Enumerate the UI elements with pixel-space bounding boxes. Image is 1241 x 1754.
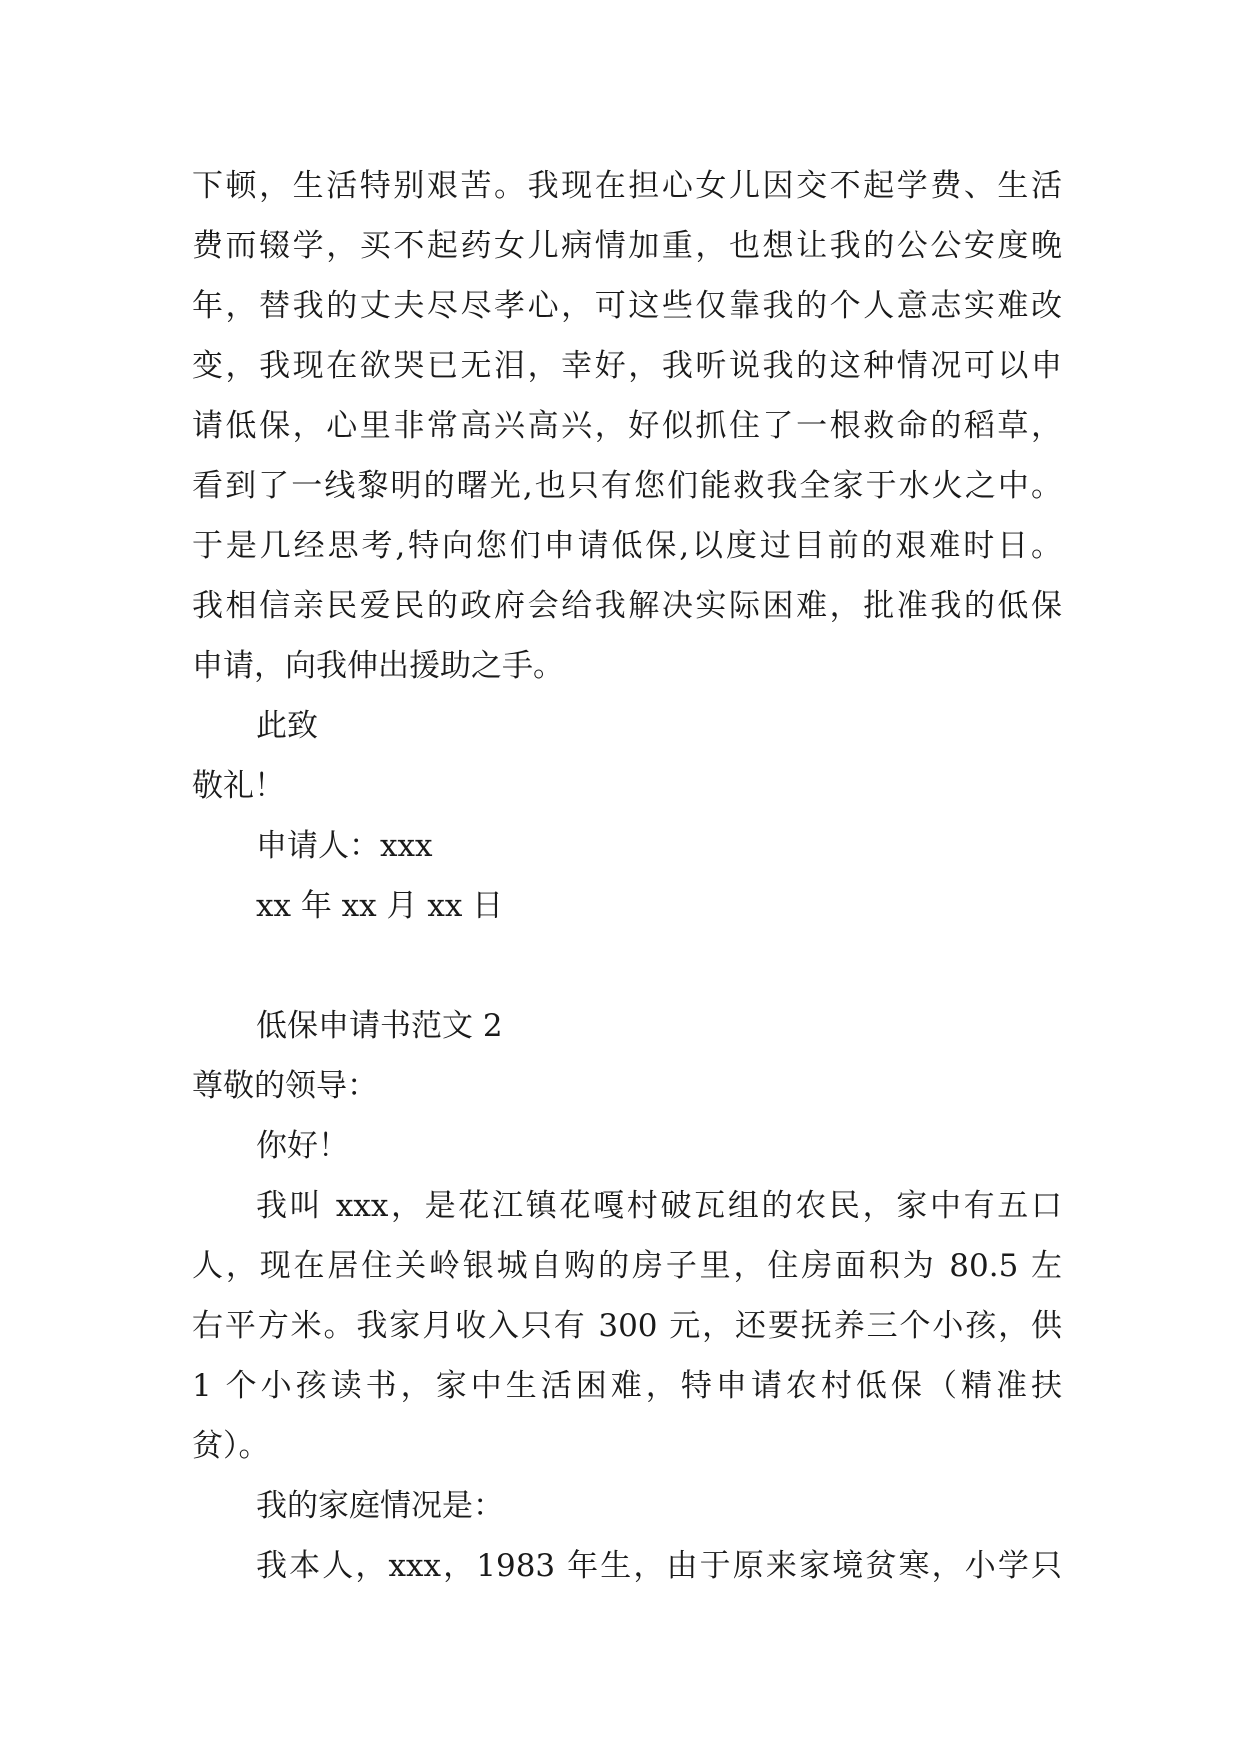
closing-phrase: 此致 xyxy=(256,708,318,744)
greeting: 你好！ xyxy=(256,1128,349,1164)
applicant-signature: 申请人：xxx xyxy=(256,828,433,864)
body-line: 贫）。 xyxy=(192,1428,270,1464)
salutation: 尊敬的领导： xyxy=(192,1068,378,1104)
body-line: 费而辍学，买不起药女儿病情加重，也想让我的公公安度晚 xyxy=(192,228,1062,264)
body-line: 看到了一线黎明的曙光,也只有您们能救我全家于水火之中。 xyxy=(192,468,1062,504)
section-title: 低保申请书范文 2 xyxy=(256,1008,503,1044)
family-intro: 我的家庭情况是： xyxy=(256,1488,504,1524)
closing-salute: 敬礼！ xyxy=(192,768,285,804)
body-line: 我相信亲民爱民的政府会给我解决实际困难，批准我的低保 xyxy=(192,588,1062,624)
body-line: 1 个小孩读书，家中生活困难，特申请农村低保（精准扶 xyxy=(192,1368,1062,1404)
body-line: 下顿，生活特别艰苦。我现在担心女儿因交不起学费、生活 xyxy=(192,168,1062,204)
body-line: 右平方米。我家月收入只有 300 元，还要抚养三个小孩，供 xyxy=(192,1308,1062,1344)
body-line: 年，替我的丈夫尽尽孝心，可这些仅靠我的个人意志实难改 xyxy=(192,288,1062,324)
body-line: 于是几经思考,特向您们申请低保,以度过目前的艰难时日。 xyxy=(192,528,1062,564)
body-line: 变，我现在欲哭已无泪，幸好，我听说我的这种情况可以申 xyxy=(192,348,1062,384)
document-body xyxy=(192,156,1062,1596)
body-line: 人，现在居住关岭银城自购的房子里，住房面积为 80.5 左 xyxy=(192,1248,1062,1284)
body-line: 申请，向我伸出援助之手。 xyxy=(192,648,564,684)
blank-line xyxy=(192,936,1062,996)
body-line: 请低保，心里非常高兴高兴，好似抓住了一根救命的稻草， xyxy=(192,408,1062,444)
body-line: 我本人，xxx，1983 年生，由于原来家境贫寒，小学只 xyxy=(256,1548,1062,1584)
signature-date: xx 年 xx 月 xx 日 xyxy=(256,888,504,924)
body-line: 我叫 xxx，是花江镇花嘎村破瓦组的农民，家中有五口 xyxy=(256,1188,1062,1224)
